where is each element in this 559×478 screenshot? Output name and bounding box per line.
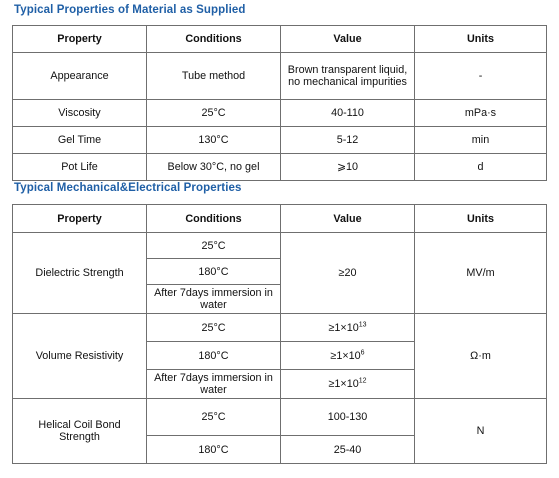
property-cell: Pot Life	[13, 154, 147, 181]
header-value: Value	[281, 26, 415, 53]
condition-cell: 180°C	[147, 342, 281, 370]
condition-cell: 25°C	[147, 100, 281, 127]
value-cell: ⩾10	[281, 154, 415, 181]
condition-cell: After 7days immersion in water	[147, 285, 281, 314]
property-cell: Viscosity	[13, 100, 147, 127]
table-row	[13, 233, 547, 259]
unit-cell: Ω·m	[415, 314, 547, 399]
header-units: Units	[415, 26, 547, 53]
value-cell: 5-12	[281, 127, 415, 154]
property-cell: Dielectric Strength	[13, 233, 147, 314]
condition-cell: 25°C	[147, 399, 281, 436]
header-property: Property	[13, 26, 147, 53]
value-cell	[281, 314, 415, 342]
value-cell: ≥20	[281, 233, 415, 314]
value-cell: 100-130	[281, 399, 415, 436]
header-conditions: Conditions	[147, 205, 281, 233]
property-cell: Gel Time	[13, 127, 147, 154]
condition-cell: 180°C	[147, 259, 281, 285]
value-exponent: 13	[358, 320, 367, 328]
value-base: ≥1×10	[328, 378, 359, 390]
table-row	[13, 127, 547, 154]
unit-cell: MV/m	[415, 233, 547, 314]
property-cell: Appearance	[13, 53, 147, 100]
value-cell: 25-40	[281, 436, 415, 464]
table-header-row	[13, 205, 547, 233]
condition-cell: Tube method	[147, 53, 281, 100]
header-units: Units	[415, 205, 547, 233]
value-cell	[281, 370, 415, 399]
condition-cell: Below 30°C, no gel	[147, 154, 281, 181]
property-cell: Helical Coil Bond Strength	[13, 399, 147, 464]
value-exponent: 12	[358, 377, 367, 385]
value-cell: Brown transparent liquid, no mechanical impurities	[281, 53, 415, 100]
condition-cell: 130°C	[147, 127, 281, 154]
value-base: ≥1×10	[330, 349, 361, 362]
condition-cell: 25°C	[147, 314, 281, 342]
table-row	[13, 154, 547, 181]
table-row	[13, 53, 547, 100]
unit-cell: d	[415, 154, 547, 181]
table-row	[13, 314, 547, 342]
value-exponent: 6	[360, 348, 365, 356]
property-cell: Volume Resistivity	[13, 314, 147, 399]
properties-supplied-table	[12, 25, 547, 181]
condition-cell: After 7days immersion in water	[147, 370, 281, 399]
unit-cell: N	[415, 399, 547, 464]
section-title-mechanical-electrical: Typical Mechanical&Electrical Properties	[14, 182, 242, 194]
header-property: Property	[13, 205, 147, 233]
unit-cell: -	[415, 53, 547, 100]
section-title-supplied: Typical Properties of Material as Supplied	[14, 4, 246, 16]
unit-cell: min	[415, 127, 547, 154]
table-header-row	[13, 26, 547, 53]
condition-cell: 25°C	[147, 233, 281, 259]
value-cell	[281, 342, 415, 370]
unit-cell: mPa·s	[415, 100, 547, 127]
value-base: ≥1×10	[328, 321, 359, 334]
mechanical-electrical-table	[12, 204, 547, 464]
table-row	[13, 399, 547, 436]
condition-cell: 180°C	[147, 436, 281, 464]
value-cell: 40-110	[281, 100, 415, 127]
table-row	[13, 100, 547, 127]
header-value: Value	[281, 205, 415, 233]
header-conditions: Conditions	[147, 26, 281, 53]
